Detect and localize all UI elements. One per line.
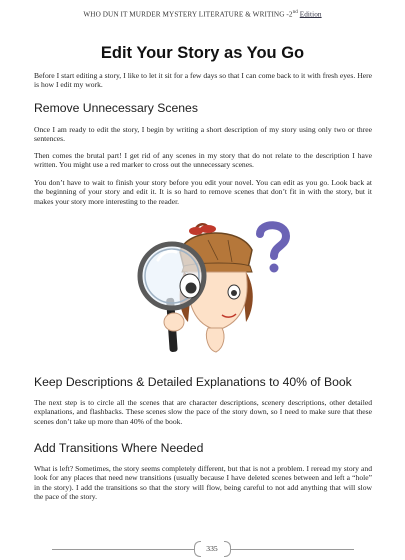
section-heading-descriptions: Keep Descriptions & Detailed Explanations to 40% of Book [34,375,352,389]
running-header [0,10,405,18]
detective-illustration [128,218,293,356]
edition-word: Edition [299,10,322,19]
section-heading-transitions: Add Transitions Where Needed [34,441,204,455]
question-mark-icon [260,225,286,272]
running-title: WHO DUN IT MURDER MYSTERY LITERATURE & WRITING -2 [83,10,293,19]
footer-rule-right [230,549,354,550]
paragraph-transitions: What is left? Sometimes, the story seems completely different, but that is not a problem. I reread my story and look for any places that need new transitions (usually because I have deleted scenes between and left a “hole” in the story). I add the transitions so that the story will flow, being careful to not add anything that will slow the pace of the story. [34,464,372,502]
page-title: Edit Your Story as You Go [100,44,305,62]
section-heading-remove-scenes: Remove Unnecessary Scenes [34,101,198,115]
paragraph-remove-2: Then comes the brutal part! I get rid of any scenes in my story that do not relate to the description I have written. You might use a red marker to cross out the unnecessary scenes. [34,151,372,170]
intro-paragraph: Before I start editing a story, I like to let it sit for a few days so that I can come back to it with fresh eyes. Here is how I edit my work. [34,71,372,90]
footer-rule-left [52,549,194,550]
paragraph-descriptions: The next step is to circle all the scenes that are character descriptions, scenery descriptions, other detailed explanations, and flashbacks. These scenes slow the pace of the story down, so I need to make sure that these scenes don’t take up more than 40% of the book. [34,398,372,426]
paragraph-remove-3: You don’t have to wait to finish your story before you edit your novel. You can edit as you go. Look back at the beginning of your story and edit it. It is so hard to remove scenes that don’t fit in with the story, but it makes your story more interesting to the reader. [34,178,372,206]
page-number: 335 [206,544,218,553]
magnifying-glass-icon [140,244,204,352]
paragraph-remove-1: Once I am ready to edit the story, I begin by writing a short description of my story using only two or three sentences. [34,125,372,144]
edition-superscript: nd [292,10,298,15]
